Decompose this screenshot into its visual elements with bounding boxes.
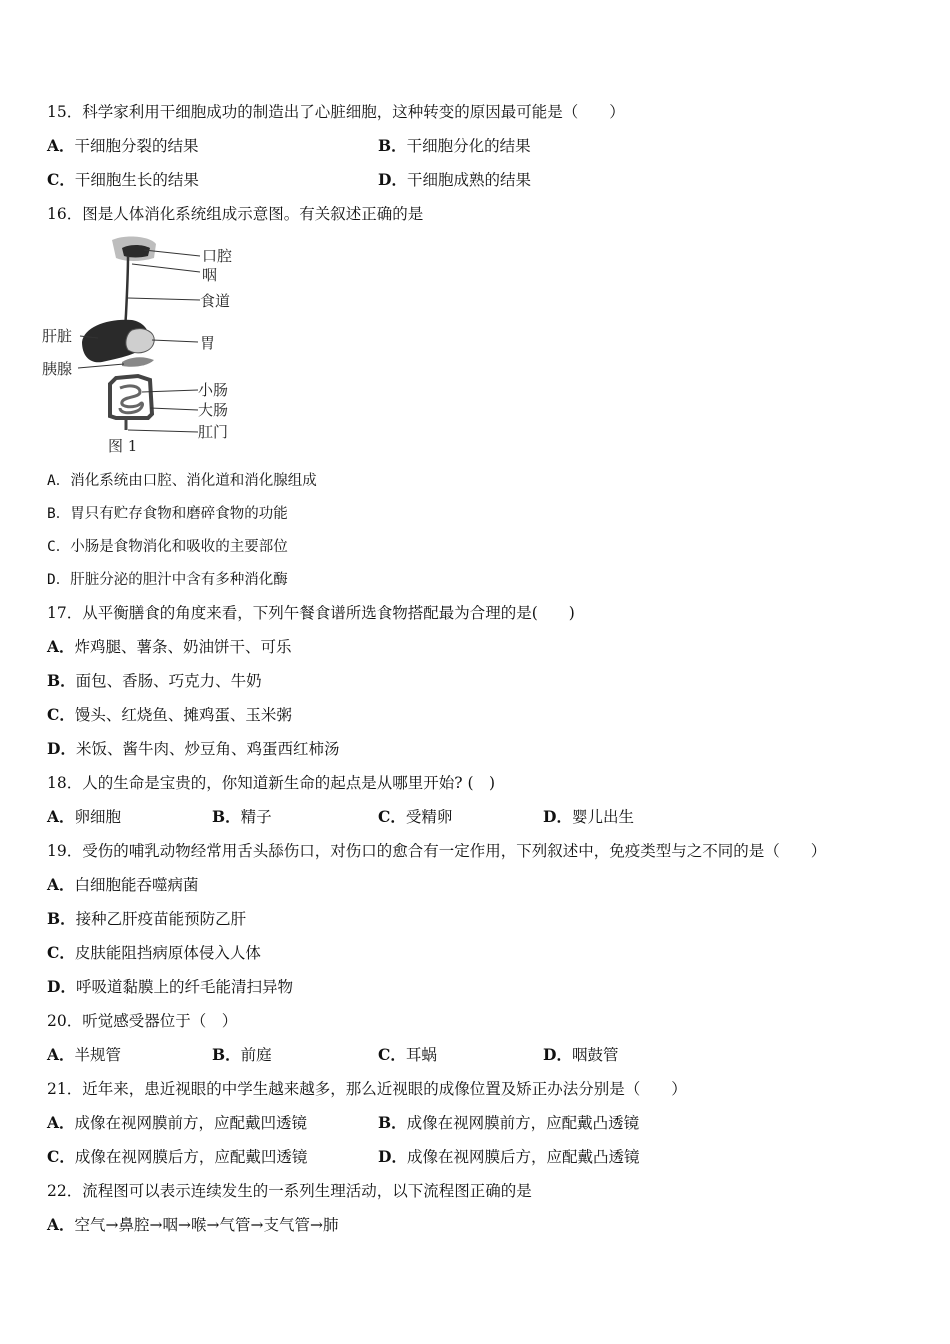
label-stomach: 胃 [200, 334, 216, 352]
q20-option-b: B．前庭 [212, 1045, 272, 1064]
small-intestine-shape [120, 386, 142, 413]
question-22-stem: 22．流程图可以表示连续发生的一系列生理活动，以下流程图正确的是 [47, 1182, 532, 1200]
stomach-shape [126, 329, 154, 353]
question-18-stem: 18．人的生命是宝贵的，你知道新生命的起点是从哪里开始? ( ) [47, 774, 496, 792]
q21-option-b: B．成像在视网膜前方，应配戴凸透镜 [378, 1113, 640, 1132]
q21-option-d: D．成像在视网膜后方，应配戴凸透镜 [378, 1147, 640, 1166]
label-small-intestine: 小肠 [198, 381, 229, 399]
question-15-stem: 15．科学家利用干细胞成功的制造出了心脏细胞，这种转变的原因最可能是（ ） [47, 103, 625, 121]
question-20-stem: 20．听觉感受器位于（ ） [47, 1012, 238, 1030]
label-mouth: 口腔 [202, 247, 233, 265]
q17-option-b: B．面包、香肠、巧克力、牛奶 [47, 671, 262, 690]
q18-option-d: D．婴儿出生 [543, 807, 634, 826]
digestive-system-diagram [40, 234, 255, 459]
q16-option-c: C．小肠是食物消化和吸收的主要部位 [47, 539, 288, 555]
label-large-intestine: 大肠 [198, 401, 229, 419]
q20-option-d: D．咽鼓管 [543, 1045, 619, 1064]
q15-option-b: B．干细胞分化的结果 [378, 136, 531, 155]
figure-caption: 图 1 [108, 437, 138, 455]
q17-option-d: D．米饭、酱牛肉、炒豆角、鸡蛋西红柿汤 [47, 739, 340, 758]
question-21-stem: 21．近年来，患近视眼的中学生越来越多，那么近视眼的成像位置及矫正办法分别是（ ） [47, 1080, 687, 1098]
question-19-stem: 19．受伤的哺乳动物经常用舌头舔伤口，对伤口的愈合有一定作用，下列叙述中，免疫类型与之不同的是（ ） [47, 842, 827, 860]
q21-option-c: C．成像在视网膜后方，应配戴凹透镜 [47, 1147, 308, 1166]
q15-option-a: A．干细胞分裂的结果 [47, 136, 199, 155]
q20-option-a: A．半规管 [47, 1045, 122, 1064]
q20-option-c: C．耳蜗 [378, 1045, 437, 1064]
q19-option-c: C．皮肤能阻挡病原体侵入人体 [47, 943, 261, 962]
question-16-stem: 16．图是人体消化系统组成示意图。有关叙述正确的是 [47, 205, 424, 223]
label-pancreas: 胰腺 [42, 360, 73, 378]
q18-option-c: C．受精卵 [378, 807, 453, 826]
q15-option-d: D．干细胞成熟的结果 [378, 170, 531, 189]
label-anus: 肛门 [198, 423, 229, 441]
label-liver: 肝脏 [42, 327, 73, 345]
q22-option-a: A．空气→鼻腔→咽→喉→气管→支气管→肺 [47, 1215, 339, 1234]
q19-option-b: B．接种乙肝疫苗能预防乙肝 [47, 909, 247, 928]
q17-option-a: A．炸鸡腿、薯条、奶油饼干、可乐 [47, 637, 292, 656]
q16-option-d: D．肝脏分泌的胆汁中含有多种消化酶 [47, 572, 288, 588]
q19-option-a: A．白细胞能吞噬病菌 [47, 875, 199, 894]
q18-option-a: A．卵细胞 [47, 807, 122, 826]
q15-option-c: C．干细胞生长的结果 [47, 170, 199, 189]
esophagus-shape [125, 256, 128, 330]
q19-option-d: D．呼吸道黏膜上的纤毛能清扫异物 [47, 977, 293, 996]
label-esophagus: 食道 [200, 292, 231, 310]
q16-option-a: A．消化系统由口腔、消化道和消化腺组成 [47, 473, 317, 489]
q21-option-a: A．成像在视网膜前方，应配戴凹透镜 [47, 1113, 308, 1132]
q17-option-c: C．馒头、红烧鱼、摊鸡蛋、玉米粥 [47, 705, 292, 724]
q16-option-b: B．胃只有贮存食物和磨碎食物的功能 [47, 506, 288, 522]
q18-option-b: B．精子 [212, 807, 272, 826]
label-pharynx: 咽 [202, 266, 218, 284]
question-17-stem: 17．从平衡膳食的角度来看，下列午餐食谱所选食物搭配最为合理的是( ) [47, 604, 575, 622]
pancreas-shape [122, 357, 154, 367]
